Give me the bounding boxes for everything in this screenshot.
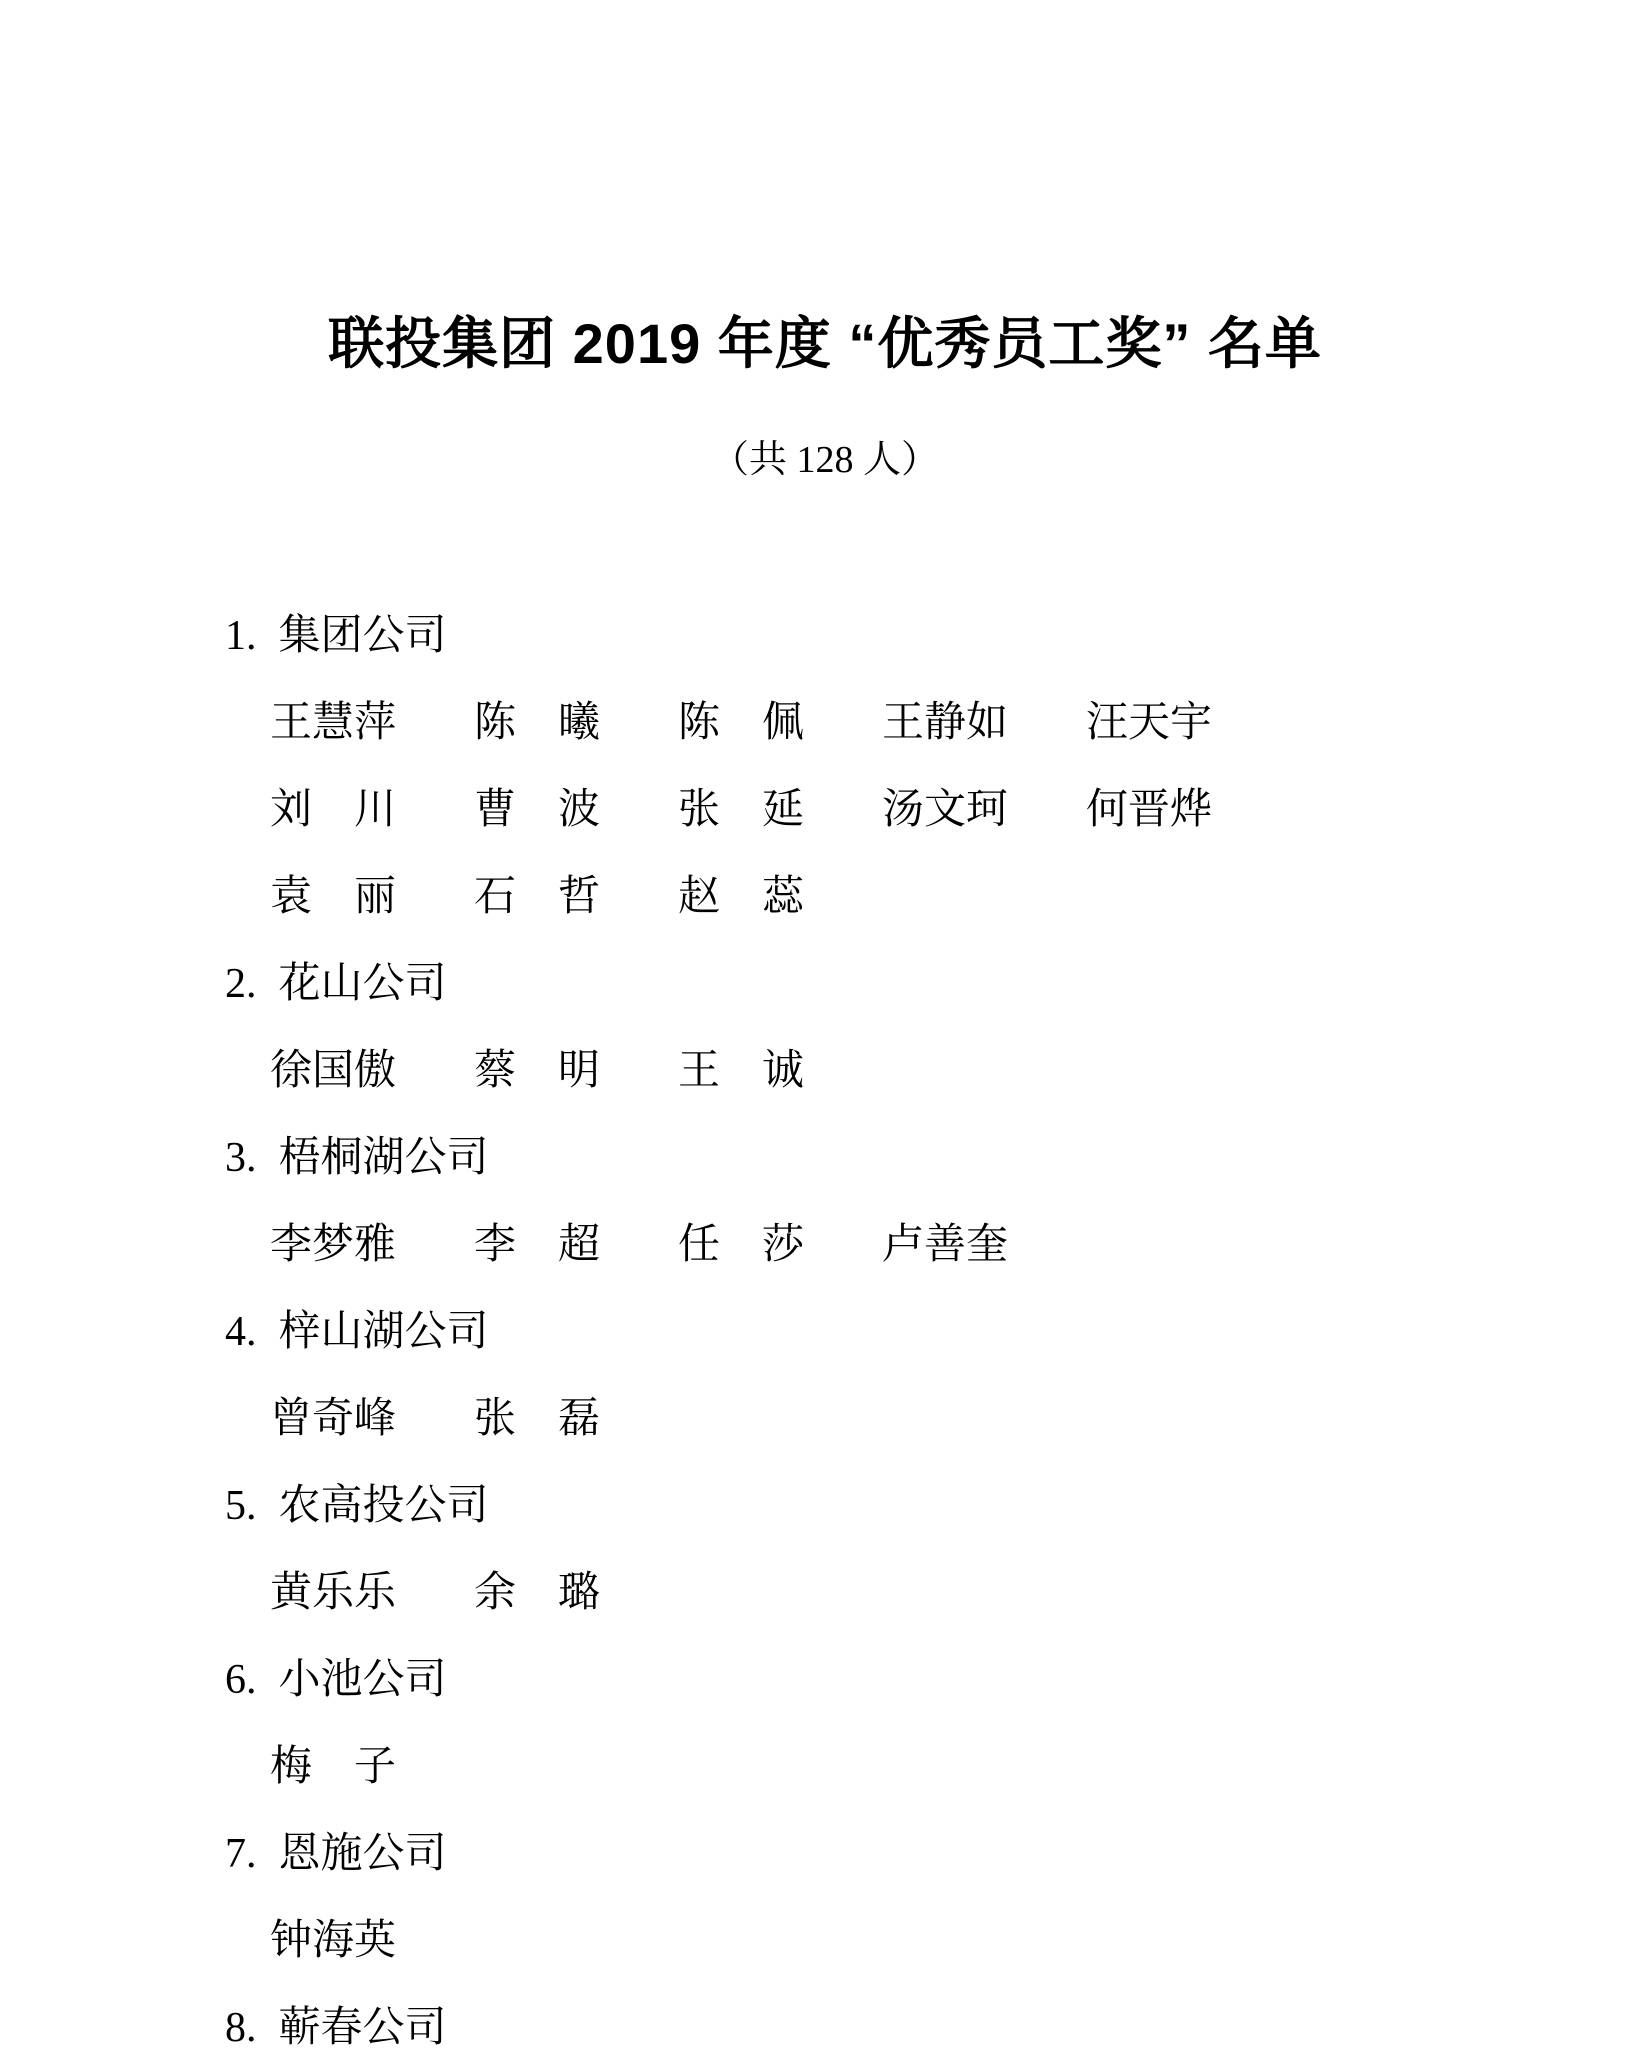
company-name: 恩施公司 — [278, 1831, 447, 1877]
employee-name: 任 莎 — [678, 1222, 805, 1268]
employee-name: 梅 子 — [270, 1744, 397, 1790]
section-heading-7 — [225, 1831, 447, 1891]
section-number: 6. — [225, 1657, 257, 1703]
section-number: 4. — [225, 1309, 257, 1355]
employee-name: 何晋烨 — [1086, 787, 1213, 833]
company-name: 集团公司 — [278, 613, 447, 659]
name-row — [0, 1396, 1650, 1456]
document-title: 联投集团 2019 年度 “优秀员工奖” 名单 — [328, 312, 1322, 375]
employee-name: 蔡 明 — [474, 1048, 601, 1094]
employee-name: 汪天宇 — [1086, 700, 1213, 746]
company-name: 农高投公司 — [278, 1483, 489, 1529]
company-name: 梧桐湖公司 — [278, 1135, 489, 1181]
section-heading-1 — [225, 613, 447, 673]
employee-name: 李梦雅 — [270, 1222, 397, 1268]
name-row — [0, 874, 1650, 934]
section-number: 5. — [225, 1483, 257, 1529]
employee-name: 石 哲 — [474, 874, 601, 920]
section-heading-6 — [225, 1657, 447, 1717]
employee-name: 黄乐乐 — [270, 1570, 397, 1616]
name-row — [0, 700, 1650, 760]
section-heading-8 — [225, 2005, 447, 2060]
employee-name: 曹 波 — [474, 787, 601, 833]
section-heading-4 — [225, 1309, 489, 1369]
employee-name: 王静如 — [882, 700, 1009, 746]
employee-name: 张 磊 — [474, 1396, 601, 1442]
name-row — [0, 1744, 1650, 1804]
company-name: 蕲春公司 — [278, 2005, 447, 2051]
name-row — [0, 787, 1650, 847]
employee-name: 王 诚 — [678, 1048, 805, 1094]
employee-name: 曾奇峰 — [270, 1396, 397, 1442]
employee-name: 徐国傲 — [270, 1048, 397, 1094]
name-row — [0, 1048, 1650, 1108]
name-row — [0, 1222, 1650, 1282]
section-number: 8. — [225, 2005, 257, 2051]
employee-name: 赵 蕊 — [678, 874, 805, 920]
employee-name: 张 延 — [678, 787, 805, 833]
section-heading-2 — [225, 961, 447, 1021]
employee-name: 钟海英 — [270, 1918, 397, 1964]
company-name: 小池公司 — [278, 1657, 447, 1703]
company-name: 花山公司 — [278, 961, 447, 1007]
employee-name: 王慧萍 — [270, 700, 397, 746]
employee-name: 卢善奎 — [882, 1222, 1009, 1268]
employee-name: 陈 佩 — [678, 700, 805, 746]
employee-name: 汤文珂 — [882, 787, 1009, 833]
employee-name: 李 超 — [474, 1222, 601, 1268]
company-name: 梓山湖公司 — [278, 1309, 489, 1355]
employee-name: 陈 曦 — [474, 700, 601, 746]
section-heading-3 — [225, 1135, 489, 1195]
employee-name: 袁 丽 — [270, 874, 397, 920]
name-row — [0, 1570, 1650, 1630]
section-number: 3. — [225, 1135, 257, 1181]
section-number: 7. — [225, 1831, 257, 1877]
section-number: 2. — [225, 961, 257, 1007]
section-heading-5 — [225, 1483, 489, 1543]
section-number: 1. — [225, 613, 257, 659]
total-count: （共 128 人） — [710, 439, 939, 481]
name-row — [0, 1918, 1650, 1978]
employee-name: 余 璐 — [474, 1570, 601, 1616]
employee-name: 刘 川 — [270, 787, 397, 833]
